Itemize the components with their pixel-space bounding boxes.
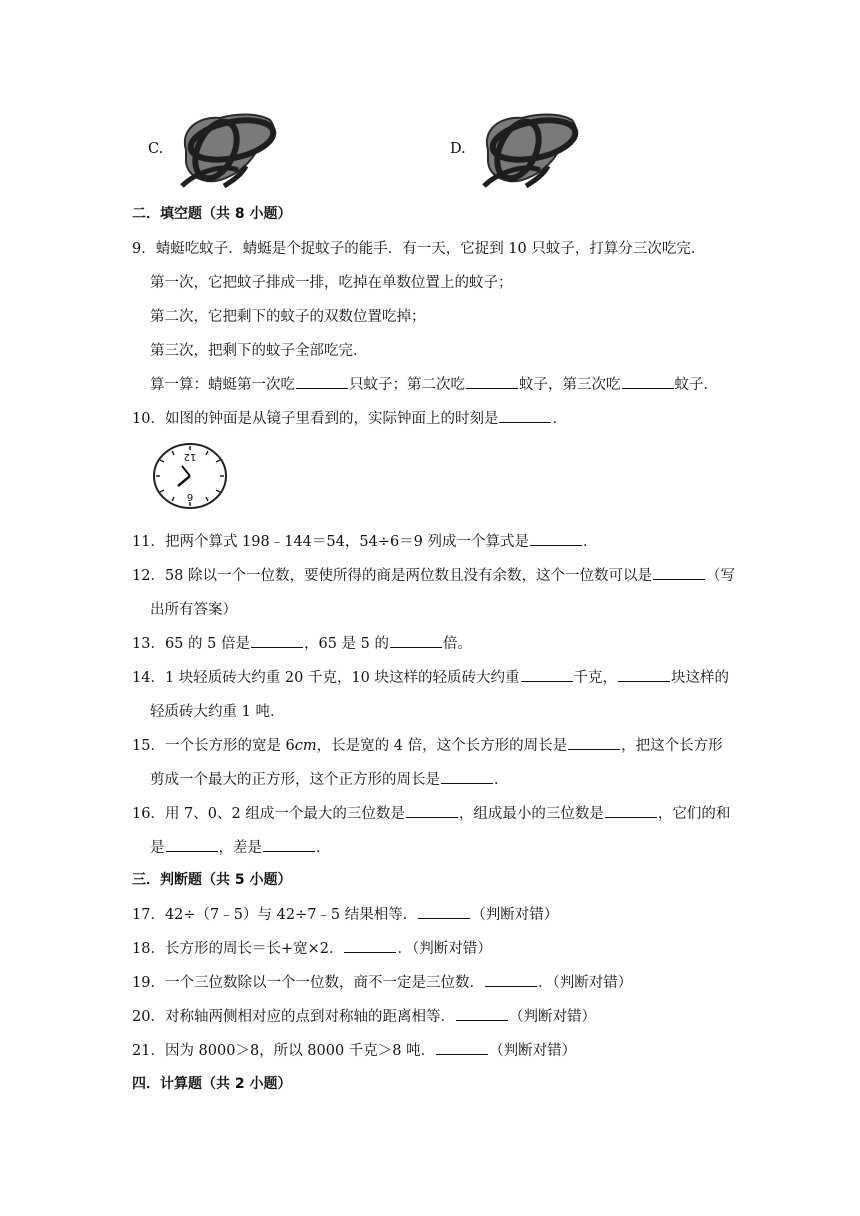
q15-text-c: ，把这个长方形 <box>621 738 723 754</box>
answer-blank[interactable] <box>344 938 396 953</box>
mirrored-clock-icon <box>150 440 230 512</box>
q16-text-d: 是 <box>150 840 165 856</box>
answer-blank[interactable] <box>263 837 315 852</box>
answer-blank[interactable] <box>251 633 303 648</box>
q9-line3: 第二次，它把剩下的蚊子的双数位置吃掉； <box>150 309 426 325</box>
q16-text-a: 16．用 7、0、2 组成一个最大的三位数是 <box>132 806 405 822</box>
q9-text-b: 只蚊子；第二次吃 <box>349 377 465 393</box>
q19-text-a: 19．一个三位数除以一个一位数，商不一定是三位数． <box>132 975 484 991</box>
q9-line2: 第一次，它把蚊子排成一排，吃掉在单数位置上的蚊子； <box>150 275 513 291</box>
q13-text-c: 倍。 <box>442 636 472 652</box>
q11-line <box>132 530 598 551</box>
q15-unit: cm <box>294 738 317 754</box>
answer-blank[interactable] <box>618 667 670 682</box>
answer-blank[interactable] <box>436 1040 488 1055</box>
q19-text-b: ．（判断对错） <box>537 975 633 991</box>
q20-line <box>132 1005 596 1026</box>
answer-blank[interactable] <box>166 837 218 852</box>
answer-blank[interactable] <box>485 972 537 987</box>
clock-number-12: 12 <box>183 451 197 462</box>
q9-line5 <box>150 373 718 394</box>
answer-blank[interactable] <box>418 904 470 919</box>
q18-text-a: 18．长方形的周长＝长+宽×2． <box>132 941 344 957</box>
q11-text-a: 11．把两个算式 198﹣144＝54，54÷6＝9 列成一个算式是 <box>132 534 530 550</box>
option-d-label: D. <box>450 141 466 157</box>
q14-line2: 轻质砖大约重 1 吨． <box>150 704 285 720</box>
answer-blank[interactable] <box>653 565 705 580</box>
q15-text-b: ，长是宽的 4 倍，这个长方形的周长是 <box>316 738 568 754</box>
q9-line4: 第三次，把剩下的蚊子全部吃完． <box>150 343 368 359</box>
q12-text-a: 12．58 除以一个一位数，要使所得的商是两位数且没有余数，这个一位数可以是 <box>132 568 653 584</box>
q15-line1 <box>132 734 723 755</box>
crossed-loops-blob-icon <box>478 110 582 190</box>
q16-line1 <box>132 802 730 823</box>
answer-blank[interactable] <box>390 633 442 648</box>
q13-text-a: 13．65 的 5 倍是 <box>132 636 250 652</box>
crossed-loops-blob-icon <box>176 110 280 190</box>
q16-text-c: ，它们的和 <box>657 806 731 822</box>
q16-text-f: ． <box>316 840 331 856</box>
q16-text-b: ，组成最小的三位数是 <box>458 806 604 822</box>
q10-text-b: ． <box>552 411 567 427</box>
q18-line <box>132 937 492 958</box>
q10-line <box>132 407 567 428</box>
q21-text-b: （判断对错） <box>489 1043 577 1059</box>
answer-blank[interactable] <box>296 374 348 389</box>
q14-text-b: 千克， <box>573 670 618 686</box>
answer-blank[interactable] <box>406 803 458 818</box>
clock-number-6: 6 <box>186 491 194 502</box>
section-title-judge: 三．判断题（共 5 小题） <box>132 872 292 888</box>
answer-blank[interactable] <box>456 1006 508 1021</box>
option-c-label: C. <box>148 141 164 157</box>
q9-text-c: 蚊子，第三次吃 <box>519 377 621 393</box>
q15-line2 <box>150 768 509 789</box>
answer-blank[interactable] <box>605 803 657 818</box>
q10-text-a: 10．如图的钟面是从镜子里看到的，实际钟面上的时刻是 <box>132 411 499 427</box>
q13-line <box>132 632 472 653</box>
q17-line <box>132 903 558 924</box>
answer-blank[interactable] <box>466 374 518 389</box>
q17-text-a: 17．42÷（7﹣5）与 42÷7﹣5 结果相等． <box>132 907 418 923</box>
answer-blank[interactable] <box>521 667 573 682</box>
answer-blank[interactable] <box>622 374 674 389</box>
q14-text-c: 块这样的 <box>671 670 730 686</box>
q21-text-a: 21．因为 8000＞8，所以 8000 千克＞8 吨． <box>132 1043 436 1059</box>
q15-text-a: 15．一个长方形的宽是 6 <box>132 738 295 754</box>
q14-line1 <box>132 666 729 687</box>
q14-text-a: 14．1 块轻质砖大约重 20 千克，10 块这样的轻质砖大约重 <box>132 670 520 686</box>
q16-text-e: ，差是 <box>218 840 262 856</box>
q9-line1: 9．蜻蜓吃蚊子．蜻蜓是个捉蚊子的能手．有一天，它捉到 10 只蚊子，打算分三次吃完． <box>132 241 706 257</box>
q17-text-b: （判断对错） <box>471 907 559 923</box>
answer-blank[interactable] <box>568 735 620 750</box>
q18-text-b: ．（判断对错） <box>397 941 492 957</box>
q15-text-e: ． <box>494 772 509 788</box>
q11-text-b: ． <box>583 534 598 550</box>
answer-blank[interactable] <box>499 408 551 423</box>
q9-text-a: 算一算：蜻蜓第一次吃 <box>150 377 295 393</box>
q21-line <box>132 1039 576 1060</box>
answer-blank[interactable] <box>530 531 582 546</box>
q19-line <box>132 971 632 992</box>
q16-line2 <box>150 836 331 857</box>
answer-blank[interactable] <box>441 769 493 784</box>
q20-text-a: 20．对称轴两侧相对应的点到对称轴的距离相等． <box>132 1009 455 1025</box>
section-title-calc: 四．计算题（共 2 小题） <box>132 1076 292 1092</box>
q12-line2: 出所有答案） <box>150 602 237 618</box>
q13-text-b: ，65 是 5 的 <box>303 636 389 652</box>
q12-line1 <box>132 564 735 585</box>
q9-text-d: 蚊子． <box>674 377 718 393</box>
q12-text-b: （写 <box>706 568 736 584</box>
section-title-fill: 二．填空题（共 8 小题） <box>132 206 292 222</box>
q15-text-d: 剪成一个最大的正方形，这个正方形的周长是 <box>150 772 440 788</box>
q20-text-b: （判断对错） <box>508 1009 596 1025</box>
